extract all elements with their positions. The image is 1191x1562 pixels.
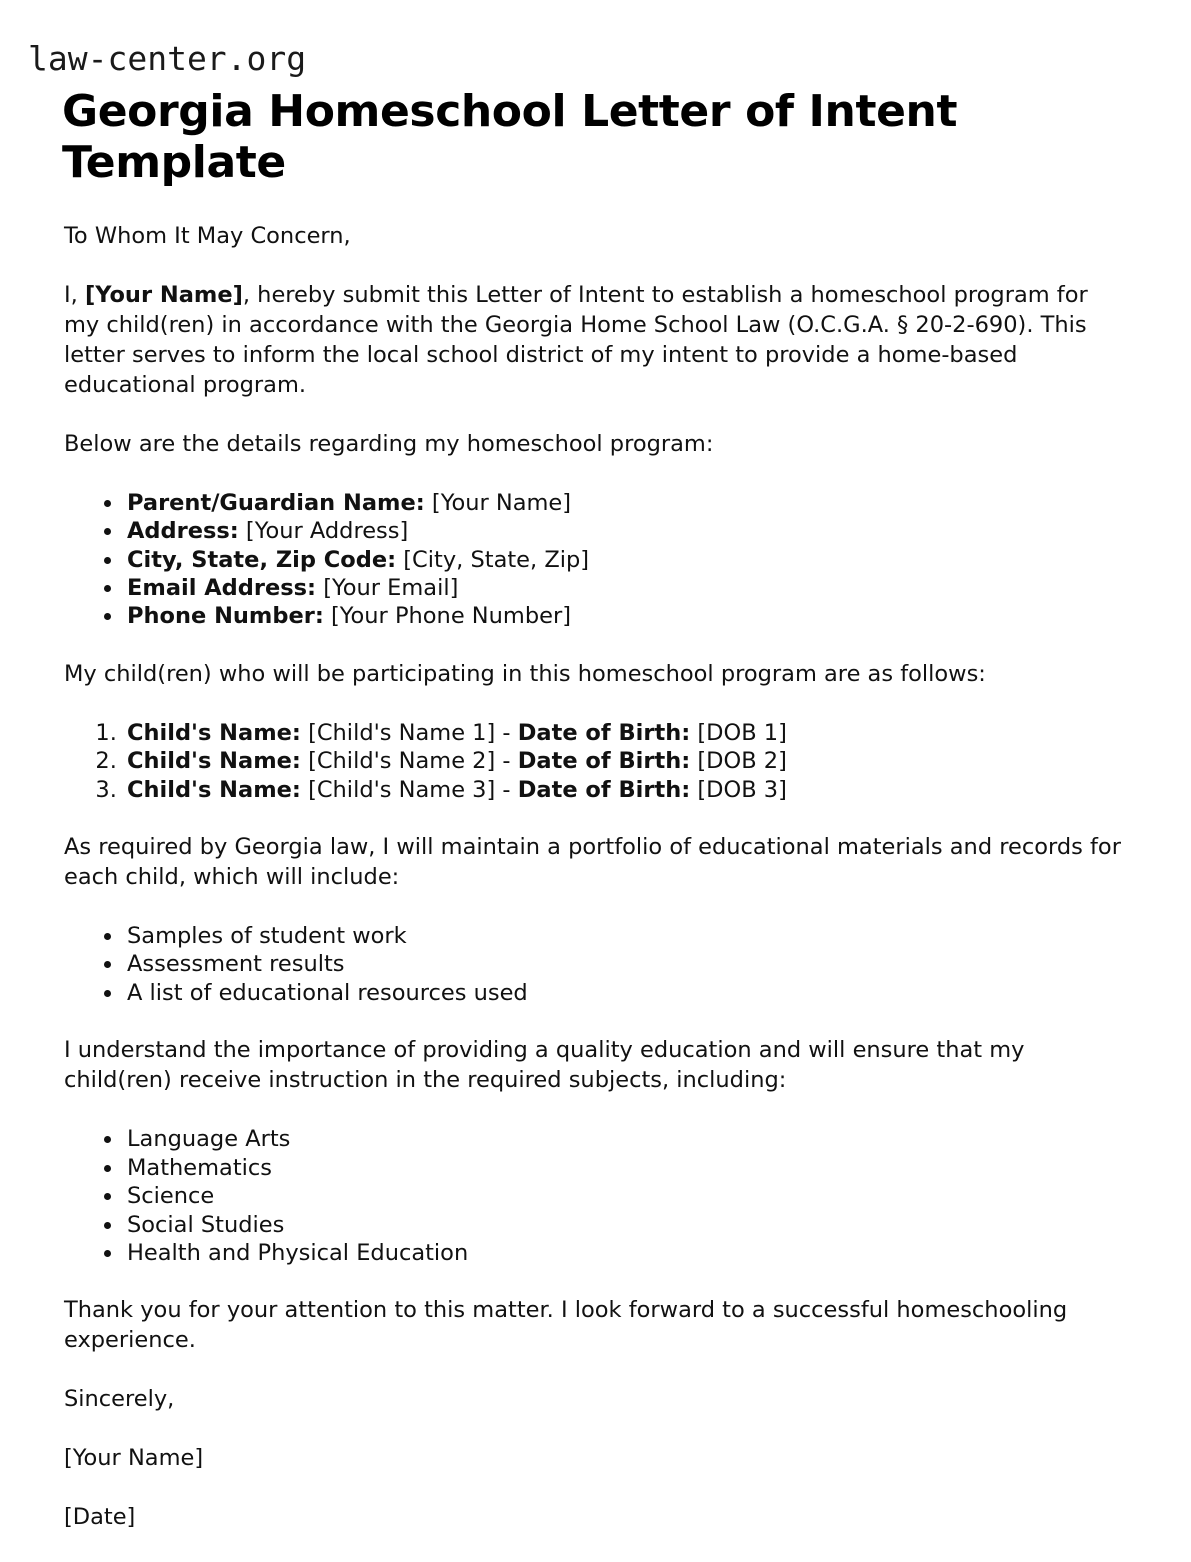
child-name-value: [Child's Name 2] (308, 748, 496, 775)
list-item (124, 517, 1127, 545)
children-intro: My child(ren) who will be participating in this homeschool program are as follows: (64, 660, 986, 687)
signature-name: [Your Name] (64, 1445, 204, 1472)
list-item: • Science (124, 1182, 1127, 1210)
child-dob-label: Date of Birth: (517, 748, 691, 775)
list-item (124, 574, 1127, 602)
intro-after-name: , hereby submit this Letter of Intent to establish a homeschool program for my child(ren) in accordance with the Georgia Home School Law (O.C.G.A. § 20-2-690). This letter serves to inform the local school district of my intent to provide a home-based educational program. (64, 281, 1088, 398)
list-item (124, 747, 1127, 775)
list-item (124, 602, 1127, 630)
child-name-label: Child's Name: (127, 719, 301, 746)
child-separator: - (495, 719, 518, 746)
closing-paragraph: Thank you for your attention to this matter. I look forward to a successful homeschooling experience. (64, 1297, 1068, 1354)
details-intro: Below are the details regarding my homeschool program: (64, 430, 714, 457)
detail-label: City, State, Zip Code: (127, 546, 397, 573)
list-item (124, 489, 1127, 517)
detail-label: Address: (127, 518, 239, 545)
detail-label: Phone Number: (127, 603, 324, 630)
letter-body (62, 222, 1127, 1533)
child-dob-value: [DOB 2] (697, 748, 787, 775)
subjects-intro: I understand the importance of providing a quality education and will ensure that my child(ren) receive instruction in the required subjects, including: (64, 1037, 1025, 1094)
child-dob-value: [DOB 3] (697, 776, 787, 803)
list-item: • Assessment results (124, 950, 1127, 978)
list-item (124, 719, 1127, 747)
salutation: To Whom It May Concern, (64, 223, 351, 250)
child-name-label: Child's Name: (127, 776, 301, 803)
child-separator: - (495, 748, 518, 775)
program-details-list (62, 489, 1127, 631)
child-separator: - (495, 776, 518, 803)
detail-value: [Your Phone Number] (331, 603, 571, 630)
site-name: law-center.org (28, 39, 307, 78)
child-dob-label: Date of Birth: (517, 719, 691, 746)
list-item: • Samples of student work (124, 922, 1127, 950)
detail-label: Email Address: (127, 574, 317, 601)
child-name-value: [Child's Name 1] (308, 719, 496, 746)
list-item (124, 546, 1127, 574)
detail-value: [City, State, Zip] (403, 546, 590, 573)
detail-value: [Your Email] (323, 574, 459, 601)
children-list (62, 719, 1127, 804)
detail-label: Parent/Guardian Name: (127, 489, 425, 516)
portfolio-intro: As required by Georgia law, I will maintain a portfolio of educational materials and records for each child, which will include: (64, 834, 1121, 891)
list-item: • A list of educational resources used (124, 979, 1127, 1007)
intro-before-name: I, (64, 281, 85, 308)
list-item: • Social Studies (124, 1211, 1127, 1239)
list-item (124, 776, 1127, 804)
document-content (62, 86, 1127, 1562)
detail-value: [Your Name] (431, 489, 572, 516)
child-name-value: [Child's Name 3] (308, 776, 496, 803)
child-name-label: Child's Name: (127, 748, 301, 775)
signature-date: [Date] (64, 1504, 136, 1531)
detail-value: [Your Address] (245, 518, 409, 545)
list-item: • Language Arts (124, 1125, 1127, 1153)
child-dob-label: Date of Birth: (517, 776, 691, 803)
page-title: Georgia Homeschool Letter of Intent Template (62, 86, 958, 189)
intro-paragraph (64, 281, 1127, 401)
list-item: • Mathematics (124, 1154, 1127, 1182)
intro-name-placeholder: [Your Name] (84, 281, 243, 308)
sincerely-line: Sincerely, (64, 1386, 175, 1413)
portfolio-list (62, 922, 1127, 1007)
list-item: • Health and Physical Education (124, 1239, 1127, 1267)
subjects-list (62, 1125, 1127, 1267)
child-dob-value: [DOB 1] (697, 719, 787, 746)
